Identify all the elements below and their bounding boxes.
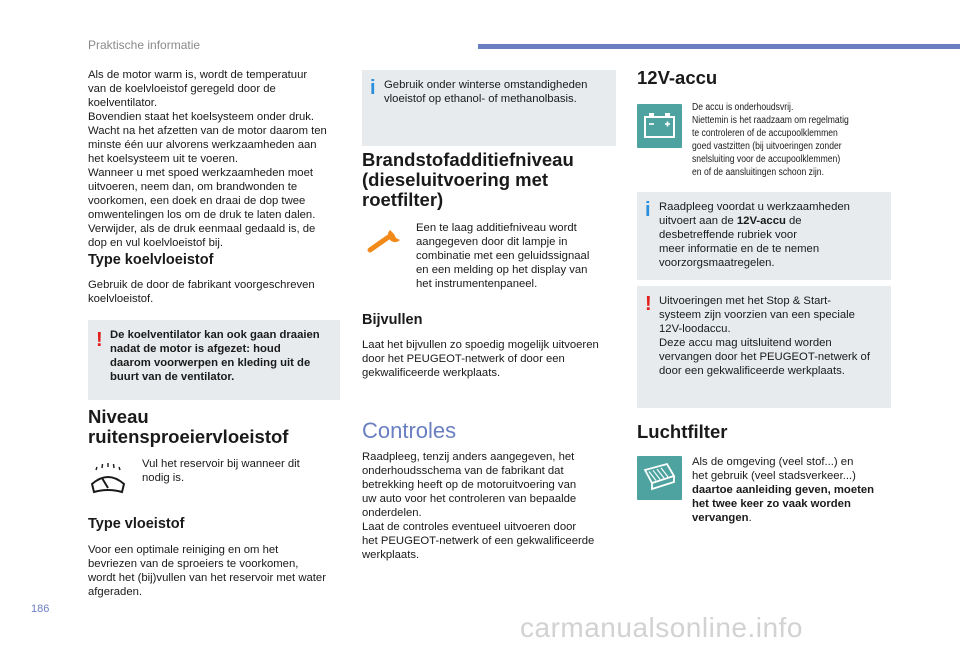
text-line: van de koelvloeistof geregeld door de xyxy=(88,83,276,95)
text-line: het koelsysteem uit te voeren. xyxy=(88,153,239,165)
heading-line: Niveau xyxy=(88,406,149,427)
text-line: uw auto voor het controleren van bepaalde xyxy=(362,493,577,505)
text-line: vloeistof op ethanol- of methanolbasis. xyxy=(384,93,577,105)
text-line: Laat het bijvullen zo spoedig mogelijk uitvoeren xyxy=(362,339,599,351)
fluid-type-heading: Type vloeistof xyxy=(88,516,185,532)
text-span: uitvoert aan de xyxy=(659,215,737,227)
text-line: Uitvoeringen met het Stop & Start- xyxy=(659,295,832,307)
battery-link: 12V-accu xyxy=(736,215,786,227)
text-line: Raadpleeg voordat u werkzaamheden xyxy=(659,201,850,213)
text-line: het PEUGEOT-netwerk of een gekwalificeerde xyxy=(362,535,595,547)
text-line: betrekking heeft op de motoruitvoering van xyxy=(362,479,577,491)
windscreen-washer-icon xyxy=(88,458,128,498)
stop-start-warning-box xyxy=(637,286,891,408)
text-line: buurt van de ventilator. xyxy=(110,371,235,383)
text-line: Voor een optimale reiniging en om het xyxy=(88,544,279,556)
text-line: goed vastzitten (bij uitvoeringen zonder xyxy=(692,141,842,152)
text-line: en of de aansluitingen schoon zijn. xyxy=(692,167,824,178)
text-line: uitvoeren, neem dan, om brandwonden te xyxy=(88,181,298,193)
fan-warning-text xyxy=(110,328,320,384)
air-filter-icon xyxy=(637,456,682,500)
stop-start-warning-text xyxy=(659,294,870,378)
fluid-type-text xyxy=(88,543,350,599)
text-line: Een te laag additiefniveau wordt xyxy=(416,222,577,234)
text-span: vervangen xyxy=(692,512,749,524)
air-filter-heading: Luchtfilter xyxy=(637,421,728,442)
washer-fluid-text xyxy=(142,457,300,485)
coolant-type-heading: Type koelvloeistof xyxy=(88,252,214,268)
text-line: combinatie met een geluidssignaal xyxy=(416,250,590,262)
winter-fluid-info-text xyxy=(384,78,587,106)
text-line: Wanneer u met spoed werkzaamheden moet xyxy=(88,167,314,179)
text-line: De accu is onderhoudsvrij. xyxy=(692,102,794,113)
section-header: Praktische informatie xyxy=(88,38,201,52)
text-line: het twee keer zo vaak worden xyxy=(692,498,851,510)
text-line: daartoe aanleiding geven, moeten xyxy=(692,484,875,496)
text-line: onderdelen. xyxy=(362,507,422,519)
battery-info-box xyxy=(637,192,891,280)
wrench-warning-icon xyxy=(366,228,406,258)
text-line: Vul het reservoir bij wanneer dit xyxy=(142,458,300,470)
washer-fluid-heading xyxy=(88,407,288,447)
text-line: Gebruik de door de fabrikant voorgeschreven xyxy=(88,279,315,291)
text-line xyxy=(659,214,850,228)
text-line: dop en vul koelvloeistof bij. xyxy=(88,237,224,249)
text-line: voorkomen, een doek en draai de dop twee xyxy=(88,195,306,207)
text-line: nodig is. xyxy=(142,472,185,484)
watermark: carmanualsonline.info xyxy=(520,612,803,643)
text-line: Deze accu mag uitsluitend worden xyxy=(659,337,832,349)
battery-text xyxy=(692,101,898,179)
text-line: Als de omgeving (veel stof...) en xyxy=(692,456,854,468)
warning-icon: ! xyxy=(96,329,103,351)
text-line: 12V-loodaccu. xyxy=(659,323,731,335)
text-line: en een melding op het display van xyxy=(416,264,588,276)
coolant-intro xyxy=(88,68,348,250)
text-line: voorzorgsmaatregelen. xyxy=(659,257,775,269)
text-line: gekwalificeerde werkplaats. xyxy=(362,367,501,379)
checks-heading: Controles xyxy=(362,418,457,443)
text-line: te controleren of de accupoolklemmen xyxy=(692,128,838,139)
text-span: . xyxy=(748,512,752,524)
text-line: systeem zijn voorzien van een speciale xyxy=(659,309,855,321)
air-filter-text xyxy=(692,455,874,525)
text-line: door het PEUGEOT-netwerk of door een xyxy=(362,353,565,365)
warning-icon: ! xyxy=(645,293,652,315)
text-line: Wacht na het afzetten van de motor daarom ten xyxy=(88,125,327,137)
refill-text xyxy=(362,338,624,380)
text-line: aangegeven door dit lampje in xyxy=(416,236,568,248)
text-line: Als de motor warm is, wordt de temperatuur xyxy=(88,69,308,81)
text-line: Raadpleeg, tenzij anders aangegeven, het xyxy=(362,451,575,463)
text-line: minste één uur alvorens werkzaamheden aan xyxy=(88,139,317,151)
text-line: daarom voorwerpen en kleding uit de xyxy=(110,357,311,369)
text-line: Verwijder, als de druk eenmaal gedaald is, de xyxy=(88,223,316,235)
text-line: het gebruik (veel stadsverkeer...) xyxy=(692,470,856,482)
text-line: bevriezen van de sproeiers te voorkomen, xyxy=(88,558,299,570)
checks-text xyxy=(362,450,624,562)
battery-icon xyxy=(637,104,682,148)
fan-warning-box xyxy=(88,320,340,400)
coolant-type-text xyxy=(88,278,348,306)
text-line: De koelventilator kan ook gaan draaien xyxy=(110,329,320,341)
page-number: 186 xyxy=(31,603,50,615)
text-line: wordt het (bij)vullen van het reservoir met water xyxy=(88,572,326,584)
winter-fluid-info-box xyxy=(362,70,616,146)
text-line: Laat de controles eventueel uitvoeren door xyxy=(362,521,577,533)
text-line: omwentelingen los om de druk te laten dalen. xyxy=(88,209,316,221)
heading-line: roetfilter) xyxy=(362,189,444,210)
text-line: Niettemin is het raadzaam om regelmatig xyxy=(692,115,849,126)
fuel-additive-text xyxy=(416,221,589,291)
text-line: onderhoudsschema van de fabrikant dat xyxy=(362,465,564,477)
heading-line: ruitensproeiervloeistof xyxy=(88,426,289,447)
text-line: vervangen door het PEUGEOT-netwerk of xyxy=(659,351,870,363)
text-line xyxy=(692,511,874,525)
battery-heading: 12V-accu xyxy=(637,67,718,88)
text-line: werkplaats. xyxy=(362,549,420,561)
text-span: de xyxy=(785,215,802,227)
text-line: door een gekwalificeerde werkplaats. xyxy=(659,365,845,377)
text-line: snelsluiting voor de accupoolklemmen) xyxy=(692,154,841,165)
battery-info-text xyxy=(659,200,850,270)
text-line: koelvloeistof. xyxy=(88,293,154,305)
text-line: Gebruik onder winterse omstandigheden xyxy=(384,79,588,91)
info-icon: i xyxy=(370,77,376,99)
text-line: Bovendien staat het koelsysteem onder druk. xyxy=(88,111,315,123)
text-line: afgeraden. xyxy=(88,586,143,598)
fuel-additive-heading xyxy=(362,150,574,210)
heading-line: Brandstofadditiefniveau xyxy=(362,149,574,170)
info-icon: i xyxy=(645,199,651,221)
text-line: nadat de motor is afgezet: houd xyxy=(110,343,281,355)
header-rule xyxy=(478,44,960,49)
text-line: meer informatie en de te nemen xyxy=(659,243,820,255)
text-line: desbetreffende rubriek voor xyxy=(659,229,797,241)
text-line: het instrumentenpaneel. xyxy=(416,278,538,290)
heading-line: (dieseluitvoering met xyxy=(362,169,549,190)
text-line: koelventilator. xyxy=(88,97,158,109)
refill-heading: Bijvullen xyxy=(362,312,423,328)
